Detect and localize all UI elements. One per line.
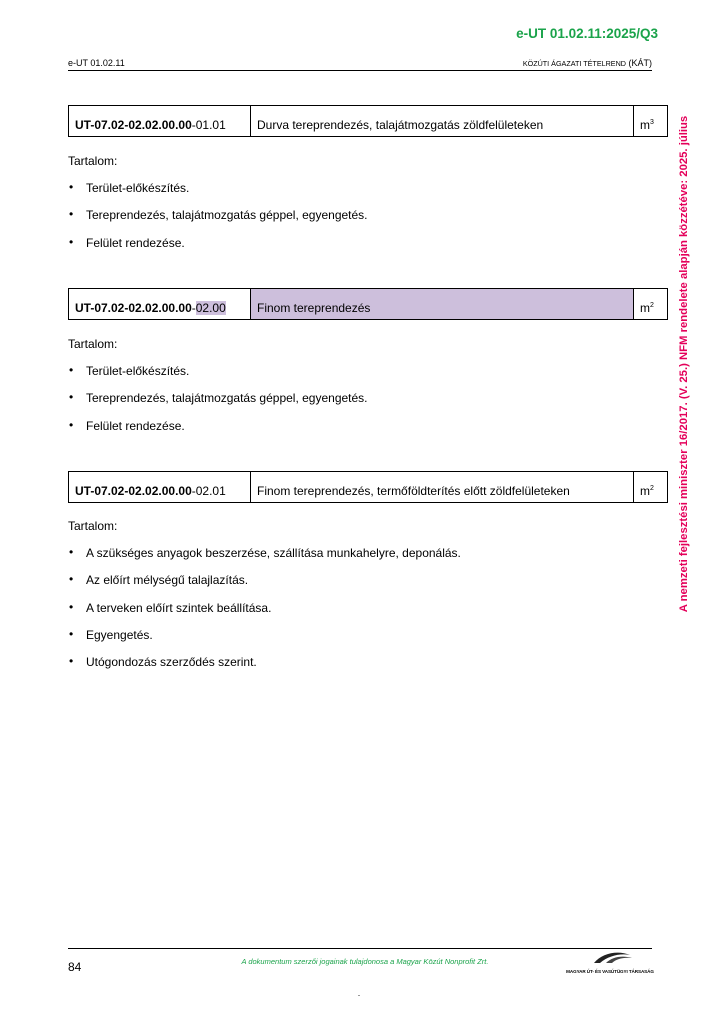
- list-item: • Utógondozás szerződés szerint.: [68, 655, 461, 682]
- item-title: Finom tereprendezés, termőföldterítés előtt zöldfelületeken: [251, 472, 634, 503]
- logo-swoosh-icon: [560, 950, 660, 964]
- company-logo: [560, 950, 660, 974]
- publication-note: [674, 96, 694, 631]
- content-label: Tartalom:: [68, 154, 118, 168]
- footer-divider: [68, 948, 652, 949]
- item-code: UT-07.02-02.02.00.00-02.01: [69, 472, 251, 503]
- bullet-list-2: [68, 364, 368, 446]
- publication-note-text: A nemzeti fejlesztési miniszter 16/2017. (V. 25.) NFM rendelete alapján közzétéve: 2025. július: [678, 115, 690, 612]
- item-unit: $m^2$: [634, 289, 668, 320]
- item-title: Durva tereprendezés, talajátmozgatás zöldfelületeken: [251, 106, 634, 137]
- item-table-3: [68, 471, 668, 503]
- header-right: [523, 58, 652, 68]
- list-item: • Az előírt mélységű talajlazítás.: [68, 573, 461, 600]
- item-unit: $m^3$: [634, 106, 668, 137]
- decorative-dot: [358, 995, 360, 996]
- list-item: • Egyengetés.: [68, 628, 461, 655]
- list-item: • Felület rendezése.: [68, 419, 368, 446]
- document-code: e-UT 01.02.11:2025/Q3: [516, 26, 658, 41]
- item-title: Finom tereprendezés: [251, 289, 634, 320]
- item-unit: $m^2$: [634, 472, 668, 503]
- item-table-1: [68, 105, 668, 137]
- item-code: UT-07.02-02.02.00.00-01.01: [69, 106, 251, 137]
- list-item: • A szükséges anyagok beszerzése, szállítása munkahelyre, deponálás.: [68, 546, 461, 573]
- header-title: KÖZÚTI ÁGAZATI TÉTELREND: [522, 59, 626, 68]
- item-table-2: [68, 288, 668, 320]
- list-item: • Tereprendezés, talajátmozgatás géppel, egyengetés.: [68, 391, 368, 418]
- header-divider: [68, 70, 652, 71]
- copyright-note: A dokumentum szerzői jogainak tulajdonosa a Magyar Közút Nonprofit Zrt.: [241, 957, 489, 966]
- content-label: Tartalom:: [68, 337, 118, 351]
- list-item: • A terveken előírt szintek beállítása.: [68, 601, 461, 628]
- list-item: • Felület rendezése.: [68, 236, 368, 263]
- list-item: • Terület-előkészítés.: [68, 181, 368, 208]
- bullet-list-1: [68, 181, 368, 263]
- page-number: 84: [68, 960, 82, 974]
- list-item: • Terület-előkészítés.: [68, 364, 368, 391]
- list-item: • Tereprendezés, talajátmozgatás géppel, egyengetés.: [68, 208, 368, 235]
- bullet-list-3: [68, 546, 461, 682]
- header-abbr: (KÁT): [628, 58, 652, 68]
- item-code: UT-07.02-02.02.00.00-02.00: [69, 289, 251, 320]
- logo-text: MAGYAR ÚT- ÉS VASÚTÜGYI TÁRSASÁG: [566, 969, 654, 974]
- header-left: e-UT 01.02.11: [68, 58, 125, 68]
- content-label: Tartalom:: [68, 519, 118, 533]
